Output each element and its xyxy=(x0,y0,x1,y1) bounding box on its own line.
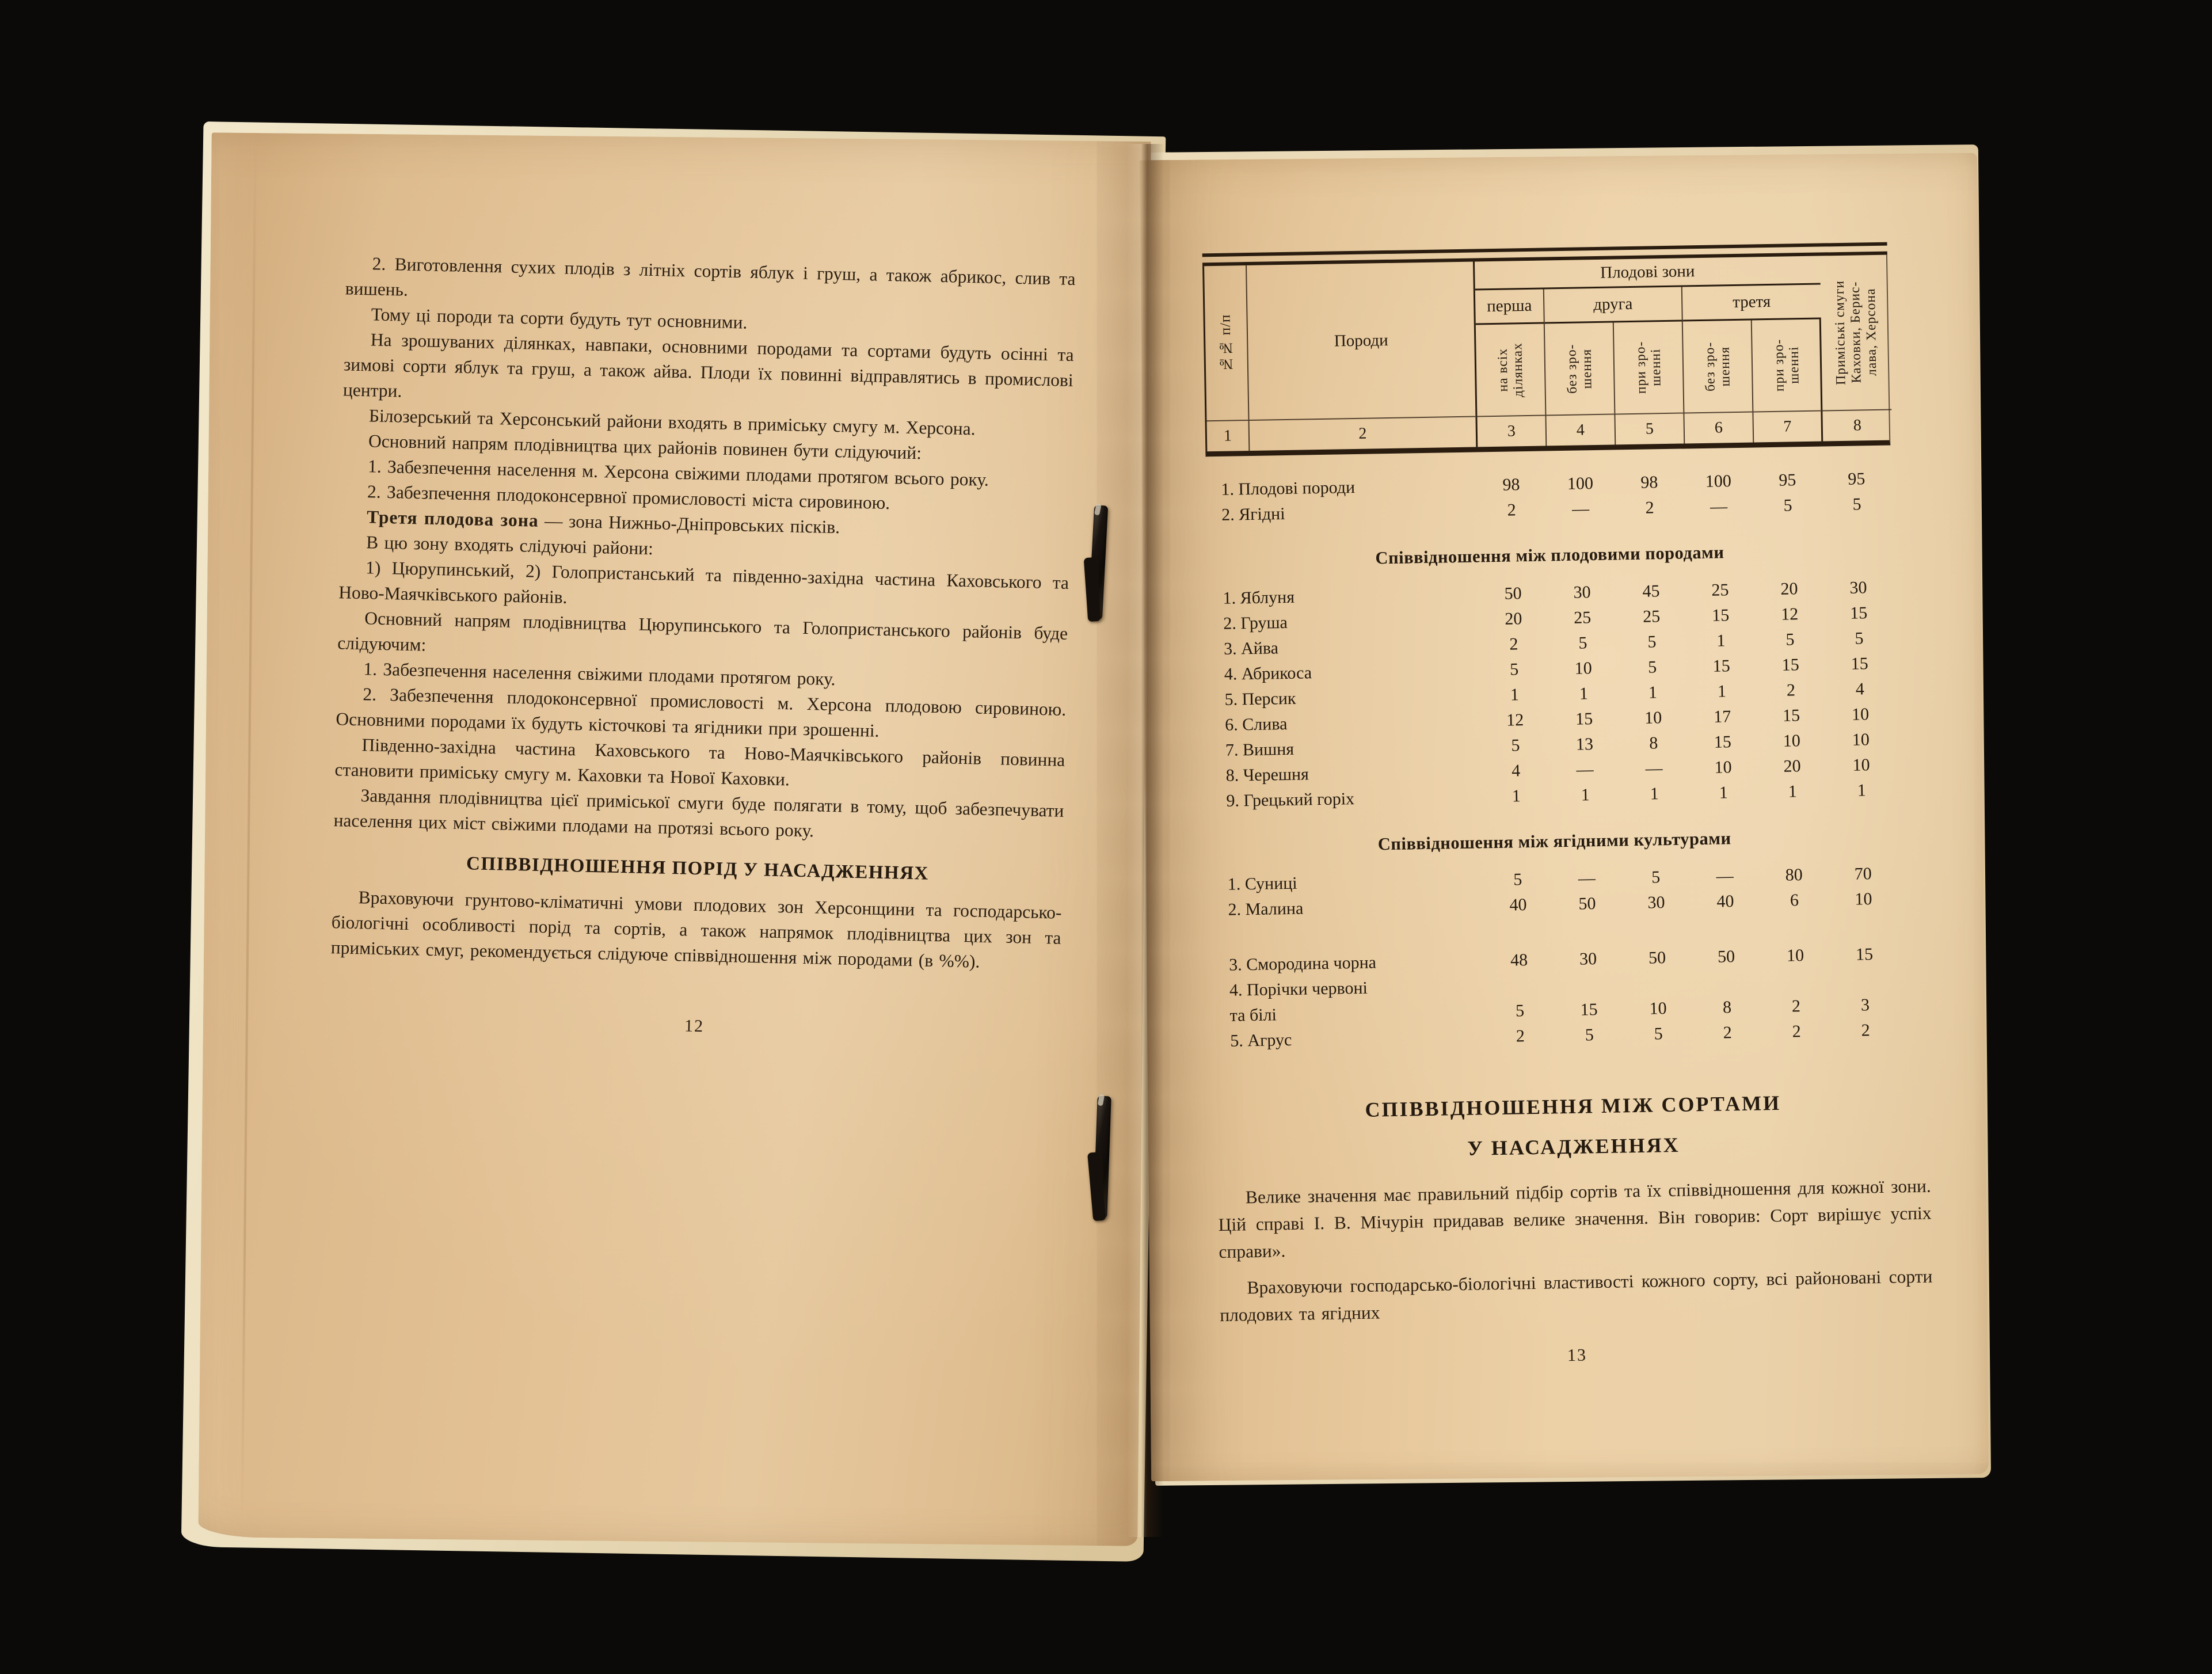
row-breed-name: 3. Смородина чорна xyxy=(1228,953,1377,975)
row-value: 1 xyxy=(1717,682,1727,701)
right-page-number: 13 xyxy=(1567,1345,1587,1365)
row-value: 1 xyxy=(1510,685,1520,705)
row-value: 100 xyxy=(1567,474,1594,493)
left-page-closing-paragraph: Враховуючи грунтово-кліматичні умови плодових зон Херсонщини та господарсько-біологічні особливості порід та сортів, а також напрямок плодівництва цих зон та приміських смуг, рекомендується слідуюче співвідношення між породами (в %%). xyxy=(330,887,1062,972)
row-number-label: №№ п/п xyxy=(1217,314,1235,372)
row-value: 50 xyxy=(1578,894,1596,914)
header-cell-suburban-strips xyxy=(1820,255,1891,410)
row-breed-name: 2. Малина xyxy=(1228,899,1304,919)
column-number: 4 xyxy=(1546,413,1616,446)
row-breed-name: 4. Абрикоса xyxy=(1224,663,1312,684)
paragraph: 1. Забезпечення населення м. Херсона свіжими плодами протягом всього року. xyxy=(367,456,989,490)
row-value: 17 xyxy=(1713,707,1731,726)
row-value: 1 xyxy=(1719,783,1729,802)
row-value: 5 xyxy=(1515,1001,1525,1021)
row-value: 30 xyxy=(1579,949,1597,969)
row-value: 50 xyxy=(1648,948,1666,968)
row-value: 30 xyxy=(1849,578,1867,598)
row-breed-name: 5. Персик xyxy=(1224,688,1296,709)
paragraph: 2. Забезпечення плодоконсервної промисловості міста сировиною. xyxy=(367,481,890,513)
row-value: 2 xyxy=(1516,1026,1525,1046)
header-cell-breeds xyxy=(1247,261,1477,420)
paragraph: Завдання плодівництва цієї приміської смуги буде полягати в тому, щоб забезпечувати населення цих міст свіжими плодами на протязі всього року. xyxy=(333,785,1064,841)
left-page-paragraphs xyxy=(333,250,1076,849)
row-value: — xyxy=(1645,759,1663,778)
right-page xyxy=(1140,153,1989,1482)
no-irrigation-label: без зро- шення xyxy=(1702,341,1733,391)
row-value: — xyxy=(1578,869,1596,888)
row-value: 5 xyxy=(1647,657,1657,677)
row-value: 5 xyxy=(1651,868,1661,887)
no-irrigation-label: без зро- шення xyxy=(1564,344,1595,394)
row-value: 10 xyxy=(1649,999,1667,1018)
row-value: 2 xyxy=(1792,1022,1802,1041)
paragraph: Основний напрям плодівництва цих районів повинен бути слідуючий: xyxy=(368,431,922,463)
row-value: 45 xyxy=(1642,581,1660,601)
row-breed-name: 2. Ягідні xyxy=(1221,504,1285,524)
row-value: 15 xyxy=(1851,654,1868,674)
paragraph: Південно-західна частина Каховського та Ново-Маячківського районів повинна становити приміську смугу м. Каховки та Нової Каховки. xyxy=(334,735,1065,790)
row-value: 10 xyxy=(1714,758,1732,777)
header-cell-zone-third xyxy=(1682,285,1821,322)
zone-first-label: перша xyxy=(1486,296,1532,316)
row-breed-name: 1. Плодові породи xyxy=(1221,477,1356,499)
row-value: 25 xyxy=(1711,580,1729,600)
right-page-heading-line2: У НАСАДЖЕННЯХ xyxy=(1467,1133,1680,1160)
row-breed-name: 4. Порічки червоні та білі xyxy=(1229,978,1368,1025)
row-value: 50 xyxy=(1504,584,1522,603)
row-value: 5 xyxy=(1585,1025,1594,1045)
all-plots-label: на всіх ділянках xyxy=(1495,342,1526,397)
row-value: 80 xyxy=(1785,865,1803,885)
row-value: 5 xyxy=(1509,660,1519,679)
row-value: 13 xyxy=(1575,735,1594,754)
paragraph: Велике значення має правильний підбір сортів та їх співвідношення для кожної зони. Цій справі І. В. Мічурін придавав велике значення. Він говорив: Сорт вирішує успіх справи». xyxy=(1218,1175,1932,1262)
row-value: 12 xyxy=(1780,604,1799,624)
suburban-strips-label: Приміські смуги Каховки, Берис- лава, Херсона xyxy=(1832,280,1879,386)
table-section-rows xyxy=(1206,466,1891,528)
table-body xyxy=(1206,466,1900,1055)
row-value: 10 xyxy=(1855,889,1872,909)
left-page-number: 12 xyxy=(684,1016,705,1036)
row-value: 2 xyxy=(1861,1021,1870,1040)
row-value: 30 xyxy=(1573,583,1591,602)
row-value: 95 xyxy=(1848,469,1865,489)
row-value: 1 xyxy=(1788,782,1798,801)
row-value: 100 xyxy=(1705,471,1732,491)
table-section-rows xyxy=(1213,861,1901,1054)
row-breed-name: 9. Грецький горіх xyxy=(1226,789,1355,811)
row-value: 10 xyxy=(1783,731,1801,751)
left-page xyxy=(198,132,1151,1546)
row-breed-name: 8. Черешня xyxy=(1225,764,1309,785)
row-value: 2 xyxy=(1786,680,1796,700)
row-value: 5 xyxy=(1785,630,1795,649)
row-value: 10 xyxy=(1644,708,1662,728)
row-breed-name: 1. Яблуня xyxy=(1223,587,1295,608)
column-number: 1 xyxy=(1206,420,1250,451)
row-value: 5 xyxy=(1578,633,1587,653)
breeds-label: Породи xyxy=(1334,330,1388,351)
row-value: 1 xyxy=(1512,786,1521,806)
row-value: 15 xyxy=(1714,732,1732,752)
row-value: 2 xyxy=(1509,634,1518,654)
row-value: 5 xyxy=(1654,1024,1663,1044)
paragraph: В цю зону входять слідуючі райони: xyxy=(366,532,654,559)
row-value: 2 xyxy=(1645,498,1654,518)
row-breed-name: 5. Агрус xyxy=(1230,1030,1292,1051)
row-value: 1 xyxy=(1581,785,1590,805)
paragraph-lead: Третя плодова зона xyxy=(366,507,539,531)
paragraph: Білозерський та Херсонський райони входять в приміську смугу м. Херсона. xyxy=(368,405,976,439)
header-cell-third-with-irrigation xyxy=(1752,319,1823,412)
header-cell-third-no-irrigation xyxy=(1683,321,1754,413)
row-value: — xyxy=(1571,499,1590,519)
row-value: 48 xyxy=(1510,950,1528,970)
row-breed-name: 7. Вишня xyxy=(1225,739,1295,760)
row-value: 1 xyxy=(1579,684,1589,703)
row-value: — xyxy=(1716,866,1734,886)
header-cell-row-number xyxy=(1204,265,1249,420)
row-value: 2 xyxy=(1723,1023,1733,1043)
row-value: 6 xyxy=(1790,891,1799,910)
paragraph: Враховуючи господарсько-біологічні властивості кожного сорту, всі районовані сорти плодових та ягідних xyxy=(1219,1266,1933,1326)
header-cell-second-with-irrigation xyxy=(1614,321,1685,413)
row-value: 15 xyxy=(1782,706,1800,725)
row-value: 10 xyxy=(1852,755,1870,775)
row-breed-name: 3. Айва xyxy=(1223,638,1279,659)
row-breed-name: 6. Слива xyxy=(1225,714,1288,735)
with-irrigation-label: при зро- шенні xyxy=(1633,341,1664,394)
column-number: 8 xyxy=(1822,409,1892,442)
row-value: 8 xyxy=(1649,733,1658,753)
row-value: 1 xyxy=(1857,781,1867,800)
column-number: 7 xyxy=(1753,410,1823,442)
paragraph: На зрошуваних ділянках, навпаки, основними породами та сортами будуть осінні та зимові сорти яблук та груш, а також айва. Плоди їх повинні відправлятись в промислові центри. xyxy=(342,329,1074,401)
row-value: 15 xyxy=(1575,709,1593,729)
row-breed-name: 2. Груша xyxy=(1223,612,1288,633)
row-value: 8 xyxy=(1722,998,1732,1017)
row-value: 1 xyxy=(1650,784,1659,804)
row-value: 10 xyxy=(1851,705,1870,724)
right-page-content xyxy=(1140,150,1997,1372)
header-cell-second-no-irrigation xyxy=(1545,322,1616,414)
header-cell-zone-second xyxy=(1544,287,1683,324)
row-value: 10 xyxy=(1786,946,1804,965)
row-value: 15 xyxy=(1849,603,1868,623)
right-page-heading-line1: СПІВВІДНОШЕННЯ МІЖ СОРТАМИ xyxy=(1365,1091,1781,1121)
row-value: 95 xyxy=(1779,470,1796,490)
row-value: 25 xyxy=(1642,607,1661,626)
row-value: 1 xyxy=(1716,631,1726,650)
row-value: 15 xyxy=(1712,656,1730,676)
row-value: 5 xyxy=(1852,494,1861,514)
row-value: 30 xyxy=(1647,893,1665,912)
paragraph: Основний напрям плодівництва Цюрупинського та Голопристанського районів буде слідуючим: xyxy=(337,608,1068,655)
paragraph: 1. Забезпечення населення свіжими плодами протягом року. xyxy=(363,659,836,690)
row-value: 15 xyxy=(1781,655,1799,675)
header-cell-all-plots xyxy=(1476,324,1547,416)
left-page-content xyxy=(192,127,1151,1045)
row-value: 15 xyxy=(1580,1000,1598,1019)
row-value: 5 xyxy=(1647,632,1657,652)
row-value: 40 xyxy=(1509,895,1527,915)
row-value: 4 xyxy=(1511,761,1521,781)
row-value: 5 xyxy=(1513,870,1522,889)
zone-second-label: друга xyxy=(1593,294,1633,314)
row-value: 2 xyxy=(1791,996,1801,1016)
column-number: 6 xyxy=(1684,411,1754,443)
row-value: — xyxy=(1576,760,1594,779)
row-value: 70 xyxy=(1854,864,1872,884)
zone-third-label: третя xyxy=(1732,292,1771,312)
row-value: 25 xyxy=(1573,608,1592,627)
row-value: 15 xyxy=(1855,945,1874,964)
row-value: 15 xyxy=(1711,606,1730,625)
left-page-heading: СПІВВІДНОШЕННЯ ПОРІД У НАСАДЖЕННЯХ xyxy=(466,853,930,884)
paragraph: 2. Виготовлення сухих плодів з літніх сортів яблук і груш, а також абрикос, слив та вишень. xyxy=(345,253,1076,300)
row-breed-name: 1. Суниці xyxy=(1227,873,1297,894)
paragraph: Третя плодова зона — зона Нижньо-Дніпровських пісків. xyxy=(366,507,840,538)
row-value: 20 xyxy=(1780,579,1798,599)
zones-title-label: Плодові зони xyxy=(1600,262,1695,282)
row-value: 20 xyxy=(1783,756,1801,776)
row-value: 50 xyxy=(1717,947,1735,967)
row-value: 20 xyxy=(1505,609,1522,629)
row-value: 4 xyxy=(1855,679,1865,699)
column-number: 3 xyxy=(1477,414,1547,447)
row-value: 1 xyxy=(1648,683,1658,702)
table-section-heading: Співвідношення між ягідними культурами xyxy=(1377,828,1731,854)
row-value: 10 xyxy=(1852,730,1870,750)
table-header xyxy=(1202,255,1890,457)
row-value: 40 xyxy=(1716,892,1734,911)
row-value: 3 xyxy=(1860,995,1870,1015)
table-section-heading: Співвідношення між плодовими породами xyxy=(1375,542,1724,568)
row-value: 2 xyxy=(1507,500,1516,520)
paragraph: 1) Цюрупинський, 2) Голопристанський та південно-західна частина Каховського та Ново-Маячківського районів. xyxy=(338,557,1069,607)
fruit-zones-table xyxy=(1202,242,1901,1055)
table-section-rows xyxy=(1208,575,1896,815)
row-value: — xyxy=(1710,497,1728,516)
header-cell-zone-first xyxy=(1475,289,1545,325)
row-value: 98 xyxy=(1502,475,1520,494)
row-value: 5 xyxy=(1783,496,1792,515)
row-value: 5 xyxy=(1511,736,1520,755)
paragraph: 2. Забезпечення плодоконсервної промисловості м. Херсона плодовою сировиною. Основними породами їх будуть кісточкові та ягідники при зрошенні. xyxy=(336,684,1067,741)
column-number: 2 xyxy=(1249,416,1478,451)
paragraph: Тому ці породи та сорти будуть тут основними. xyxy=(371,304,748,333)
with-irrigation-label: при зро- шенні xyxy=(1771,338,1802,392)
column-number: 5 xyxy=(1615,412,1685,444)
row-value: 5 xyxy=(1855,629,1864,648)
row-value: 98 xyxy=(1640,473,1658,492)
row-value: 12 xyxy=(1506,710,1524,730)
row-value: 10 xyxy=(1574,659,1593,678)
